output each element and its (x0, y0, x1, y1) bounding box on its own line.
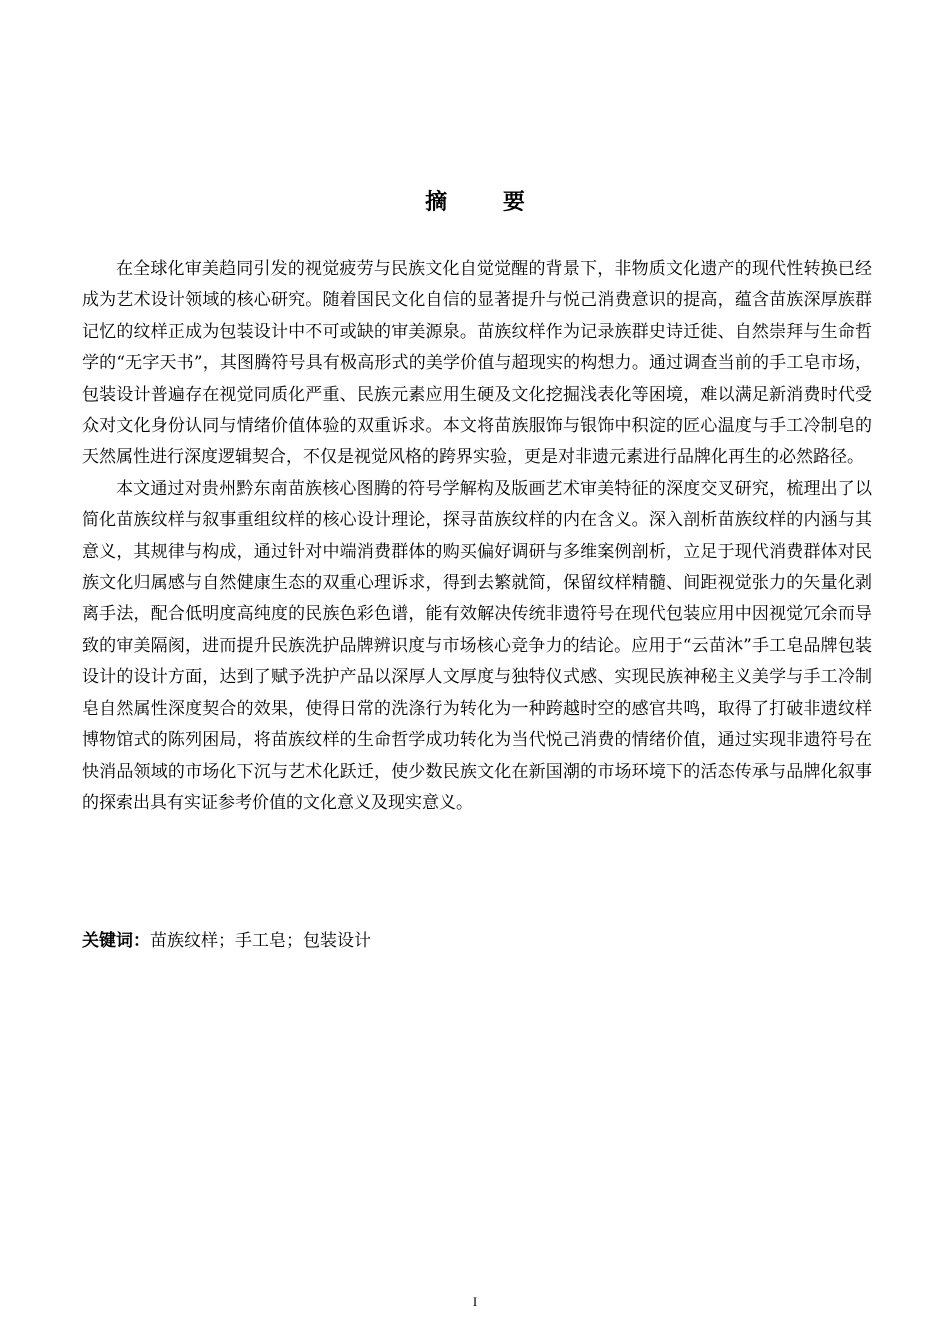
abstract-paragraph-1: 在全球化审美趋同引发的视觉疲劳与民族文化自觉觉醒的背景下，非物质文化遗产的现代性转换已经成为艺术设计领域的核心研究。随着国民文化自信的显著提升与悦己消费意识的提高，蕴含苗族深厚族群记忆的纹样正成为包装设计中不可或缺的审美源泉。苗族纹样作为记录族群史诗迁徙、自然崇拜与生命哲学的“无字天书”，其图腾符号具有极高形式的美学价值与超现实的构想力。通过调查当前的手工皂市场，包装设计普遍存在视觉同质化严重、民族元素应用生硬及文化挖掘浅表化等困境，难以满足新消费时代受众对文化身份认同与情绪价值体验的双重诉求。本文将苗族服饰与银饰中积淀的匠心温度与手工冷制皂的天然属性进行深度逻辑契合，不仅是视觉风格的跨界实验，更是对非遗元素进行品牌化再生的必然路径。 (82, 259, 872, 468)
keywords-line (82, 926, 872, 957)
page-number: I (472, 1294, 478, 1309)
keywords-value: 苗族纹样；手工皂；包装设计 (150, 931, 371, 951)
abstract-title: 摘 要 (425, 190, 549, 215)
abstract-body (82, 254, 872, 819)
keywords-label: 关键词： (82, 931, 150, 951)
abstract-paragraph-2: 本文通过对贵州黔东南苗族核心图腾的符号学解构及版画艺术审美特征的深度交叉研究，梳理出了以简化苗族纹样与叙事重组纹样的核心设计理论，探寻苗族纹样的内在含义。深入剖析苗族纹样的内涵与其意义，其规律与构成，通过针对中端消费群体的购买偏好调研与多维案例剖析，立足于现代消费群体对民族文化归属感与自然健康生态的双重心理诉求，得到去繁就简，保留纹样精髓、间距视觉张力的矢量化剥离手法，配合低明度高纯度的民族色彩色谱，能有效解决传统非遗符号在现代包装应用中因视觉冗余而导致的审美隔阂，进而提升民族洗护品牌辨识度与市场核心竞争力的结论。应用于“云苗沐”手工皂品牌包装设计的设计方面，达到了赋予洗护产品以深厚人文厚度与独特仪式感、实现民族神秘主义美学与手工冷制皂自然属性深度契合的效果，使得日常的洗涤行为转化为一种跨越时空的感官共鸣，取得了打破非遗纹样博物馆式的陈列困局，将苗族纹样的生命哲学成功转化为当代悦己消费的情绪价值，通过实现非遗符号在快消品领域的市场化下沉与艺术化跃迁，使少数民族文化在新国潮的市场环境下的活态传承与品牌化叙事的探索出具有实证参考价值的文化意义及现实意义。 (82, 478, 872, 813)
